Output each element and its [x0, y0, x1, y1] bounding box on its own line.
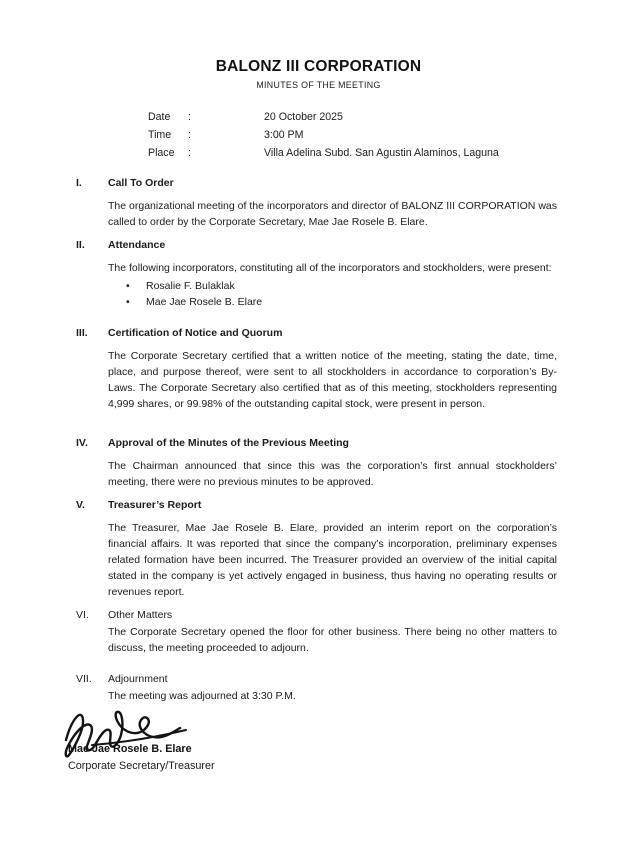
meta-value: 20 October 2025 — [264, 111, 343, 123]
section-attendance — [76, 238, 557, 310]
meta-colon: : — [188, 147, 191, 159]
attendee-list — [108, 278, 557, 310]
section-numeral: V. — [76, 499, 85, 511]
page-title: BALONZ III CORPORATION — [215, 58, 422, 75]
meta-colon: : — [188, 129, 191, 141]
bullet-icon — [126, 278, 146, 294]
attendee-name: Rosalie F. Bulaklak — [146, 280, 235, 292]
section-adjournment — [76, 672, 557, 704]
meta-label: Date — [148, 111, 171, 123]
section-other-matters — [76, 608, 557, 656]
bullet-icon — [126, 294, 146, 310]
section-heading: Treasurer’s Report — [108, 499, 202, 511]
section-paragraph: The organizational meeting of the incorporators and director of BALONZ III CORPORATION was called to order by the Corporate Secretary, Mae Jae Rosele B. Elare. — [108, 200, 557, 228]
section-heading: Attendance — [108, 239, 166, 251]
section-heading: Approval of the Minutes of the Previous Meeting — [108, 437, 349, 449]
section-treasurers-report — [76, 498, 557, 600]
section-paragraph: The Corporate Secretary certified that a written notice of the meeting, stating the date, time, place, and purpose thereof, were sent to all stockholders in accordance to corporation’s By-Laws. The Corporate Secretary also certified that as of this meeting, stockholders representing 4,999 shares, or 99.98% of the outstanding capital stock, were present in person. — [108, 350, 557, 410]
section-numeral: III. — [76, 327, 88, 339]
meta-value: 3:00 PM — [264, 129, 304, 141]
section-paragraph: The meeting was adjourned at 3:30 P.M. — [108, 690, 296, 702]
section-numeral: I. — [76, 177, 82, 189]
section-paragraph: The Treasurer, Mae Jae Rosele B. Elare, provided an interim report on the corporation’s financial affairs. It was reported that since the company’s incorporation, preliminary expenses related formation have been incurred. The Treasurer provided an overview of the initial capital stated in the company is yet actively engaged in business, thus having no operating results or revenues report. — [108, 522, 557, 598]
section-numeral: VII. — [76, 673, 92, 685]
section-approval-of-minutes — [76, 436, 557, 490]
meta-block — [148, 108, 637, 162]
list-item — [108, 294, 557, 310]
attendee-name: Mae Jae Rosele B. Elare — [146, 296, 263, 308]
section-certification-of-notice-and-quorum — [76, 326, 557, 412]
section-heading: Other Matters — [108, 609, 173, 621]
section-heading: Certification of Notice and Quorum — [108, 327, 283, 339]
meta-label: Time — [148, 129, 172, 141]
meta-row-date — [148, 108, 637, 126]
signatory-role: Corporate Secretary/Treasurer — [68, 760, 215, 772]
section-numeral: IV. — [76, 437, 88, 449]
section-heading: Adjournment — [108, 673, 168, 685]
signature-block — [56, 700, 637, 774]
list-item — [108, 278, 557, 294]
section-paragraph: The following incorporators, constituting all of the incorporators and stockholders, were present: — [108, 262, 552, 274]
section-numeral: VI. — [76, 609, 89, 621]
sections — [76, 176, 557, 704]
section-paragraph: The Chairman announced that since this was the corporation’s first annual stockholders’ meeting, there were no previous minutes to be approved. — [108, 460, 557, 488]
meta-row-place — [148, 144, 637, 162]
meta-value: Villa Adelina Subd. San Agustin Alaminos, Laguna — [264, 147, 499, 159]
meta-row-time — [148, 126, 637, 144]
signatory-name: Mae Jae Rosele B. Elare — [68, 743, 192, 755]
page-subtitle: MINUTES OF THE MEETING — [256, 80, 381, 90]
meta-colon: : — [188, 111, 191, 123]
section-paragraph: The Corporate Secretary opened the floor for other business. There being no other matters to discuss, the meeting proceeded to adjourn. — [108, 626, 557, 654]
section-heading: Call To Order — [108, 177, 174, 189]
section-numeral: II. — [76, 239, 85, 251]
section-call-to-order — [76, 176, 557, 230]
meta-label: Place — [148, 147, 175, 159]
